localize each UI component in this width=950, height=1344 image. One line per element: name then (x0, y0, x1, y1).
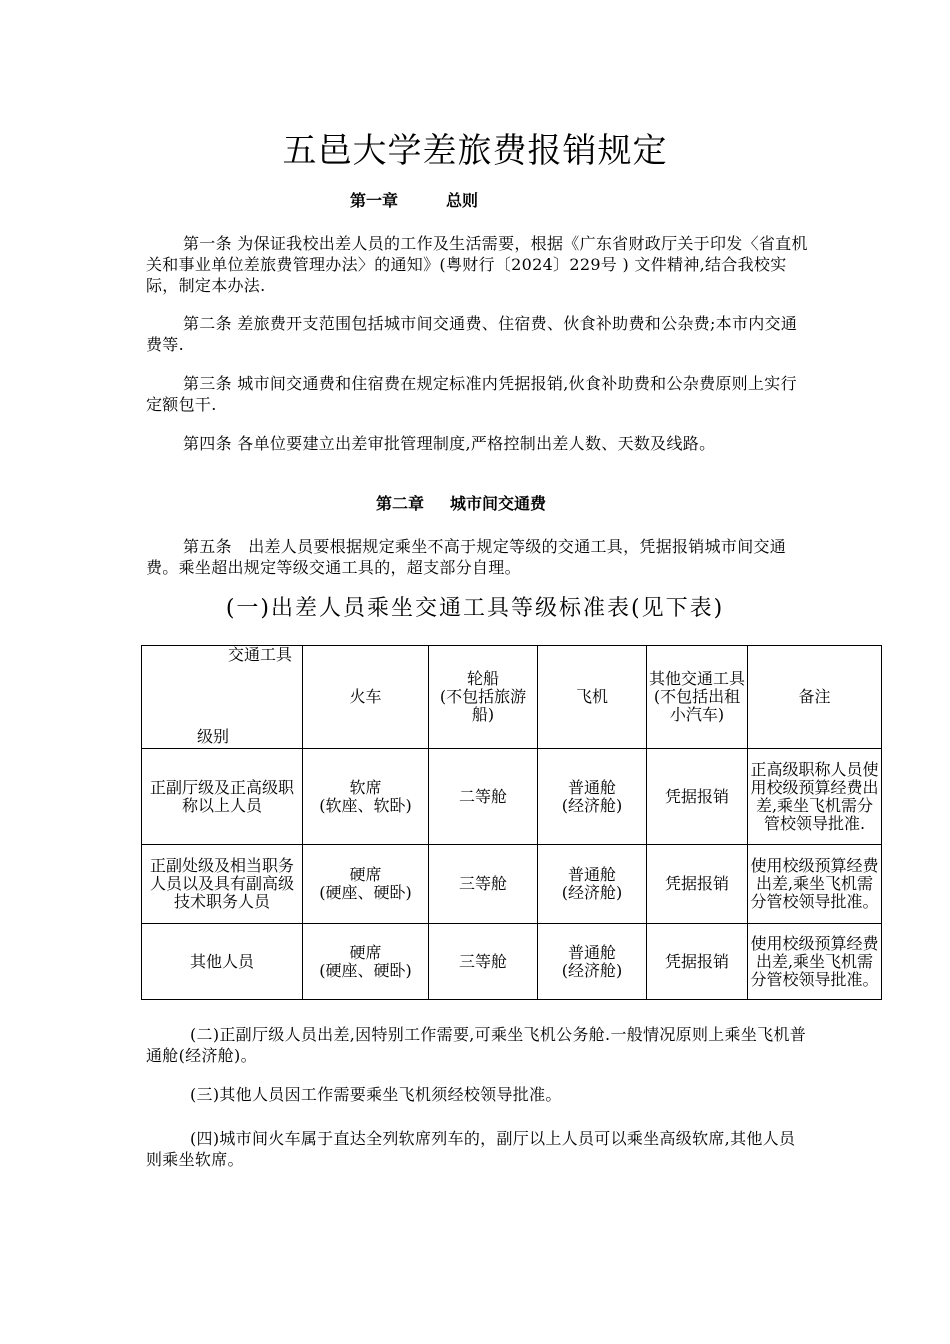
cell-level: 其他人员 (142, 924, 303, 1000)
cell-other: 凭据报销 (647, 845, 748, 924)
document-title: 五邑大学差旅费报销规定 (282, 131, 668, 171)
chapter-2-name: 城市间交通费 (450, 494, 547, 513)
cell-plane: 普通舱 (经济舱) (538, 749, 647, 845)
article-2: 第二条 差旅费开支范围包括城市间交通费、住宿费、伙食补助费和公杂费;本市内交通费等. (146, 314, 798, 354)
table-row (142, 924, 882, 1000)
cell-train: 软席 (软座、软卧) (303, 749, 429, 845)
article-1: 第一条 为保证我校出差人员的工作及生活需要，根据《广东省财政厅关于印发〈省直机关和事业单位差旅费管理办法〉的通知》(粤财行〔2024〕229号 ) 文件精神,结合我校实际，制定本办法. (146, 234, 808, 295)
transport-standard-table (141, 645, 882, 1000)
cell-other: 凭据报销 (647, 749, 748, 845)
header-ship: 轮船 (不包括旅游船) (429, 646, 538, 749)
cell-note: 正高级职称人员使用校级预算经费出差,乘坐飞机需分管校领导批准. (748, 749, 882, 845)
article-5: 第五条 出差人员要根据规定乘坐不高于规定等级的交通工具，凭据报销城市间交通费。乘坐超出规定等级交通工具的，超支部分自理。 (146, 537, 787, 577)
chapter-2-heading (376, 493, 546, 515)
clause-2: (二)正副厅级人员出差,因特别工作需要,可乘坐飞机公务舱.一般情况原则上乘坐飞机普通舱(经济舱)。 (146, 1025, 807, 1065)
table-row (142, 845, 882, 924)
table-header-row (142, 646, 882, 749)
cell-note: 使用校级预算经费出差,乘坐飞机需分管校领导批准。 (748, 845, 882, 924)
cell-train: 硬席 (硬座、硬卧) (303, 845, 429, 924)
cell-train: 硬席 (硬座、硬卧) (303, 924, 429, 1000)
chapter-1-number: 第一章 (350, 191, 399, 210)
cell-ship: 三等舱 (429, 924, 538, 1000)
header-train: 火车 (303, 646, 429, 749)
table-row (142, 749, 882, 845)
header-note: 备注 (748, 646, 882, 749)
cell-plane: 普通舱 (经济舱) (538, 845, 647, 924)
header-corner-cell (142, 646, 303, 749)
chapter-1-name: 总则 (446, 191, 479, 210)
cell-level: 正副厅级及正高级职称以上人员 (142, 749, 303, 845)
table-caption: (一)出差人员乘坐交通工具等级标准表(见下表) (225, 596, 725, 621)
cell-other: 凭据报销 (647, 924, 748, 1000)
corner-label-level: 级别 (197, 727, 230, 746)
clause-3: (三)其他人员因工作需要乘坐飞机须经校领导批准。 (190, 1085, 562, 1104)
cell-ship: 三等舱 (429, 845, 538, 924)
chapter-1-heading (350, 190, 478, 212)
corner-label-transport: 交通工具 (227, 645, 292, 664)
cell-ship: 二等舱 (429, 749, 538, 845)
cell-note: 使用校级预算经费出差,乘坐飞机需分管校领导批准。 (748, 924, 882, 1000)
clause-4: (四)城市间火车属于直达全列软席列车的，副厅以上人员可以乘坐高级软席,其他人员则乘坐软席。 (146, 1129, 796, 1169)
article-3: 第三条 城市间交通费和住宿费在规定标准内凭据报销,伙食补助费和公杂费原则上实行定额包干. (146, 374, 797, 414)
article-4: 第四条 各单位要建立出差审批管理制度,严格控制出差人数、天数及线路。 (183, 434, 716, 453)
header-other: 其他交通工具(不包括出租小汽车) (647, 646, 748, 749)
chapter-2-number: 第二章 (376, 494, 425, 513)
cell-level: 正副处级及相当职务人员以及具有副高级技术职务人员 (142, 845, 303, 924)
header-plane: 飞机 (538, 646, 647, 749)
cell-plane: 普通舱 (经济舱) (538, 924, 647, 1000)
